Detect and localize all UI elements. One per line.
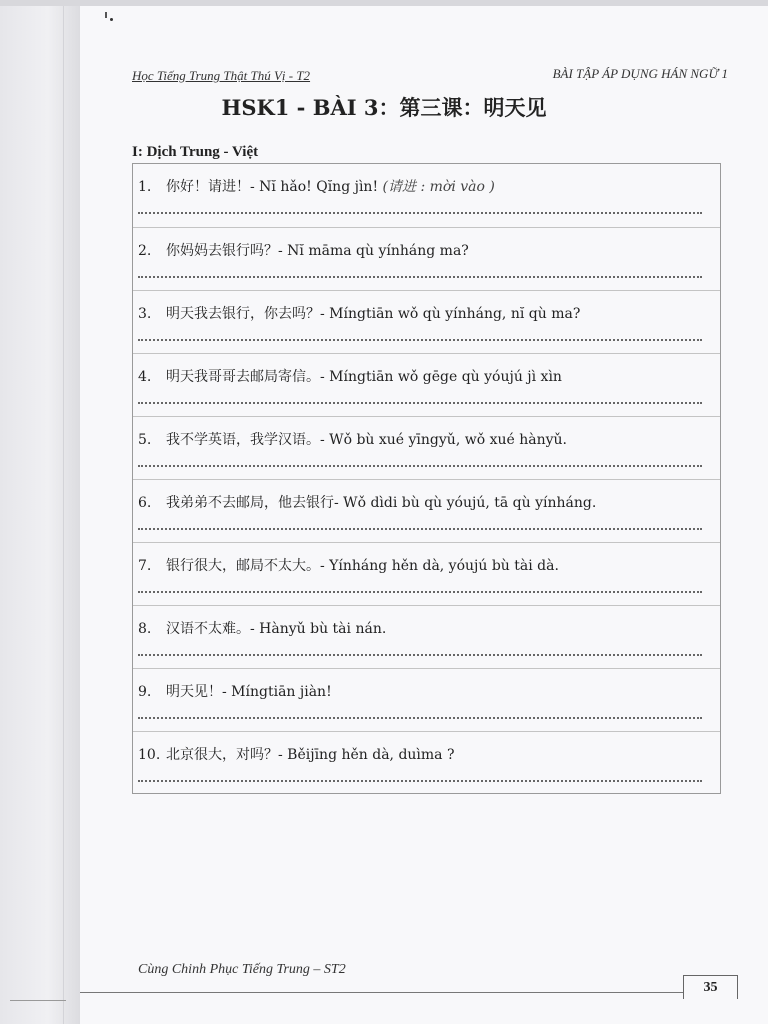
exercise-text: 我不学英语，我学汉语。- Wǒ bù xué yīngyǔ, wǒ xué hànyǔ. — [166, 432, 567, 448]
answer-line[interactable] — [138, 276, 702, 278]
exercise-sentence — [138, 429, 567, 449]
exercise-text: 明天见！- Míngtiān jiàn! — [166, 684, 332, 700]
exercise-box — [132, 163, 721, 794]
exercise-sentence — [138, 303, 580, 323]
exercise-number: 10. — [138, 747, 161, 763]
exercise-text: 我弟弟不去邮局，他去银行- Wǒ dìdi bù qù yóujú, tā qù yínháng. — [166, 495, 597, 511]
exercise-number: 8. — [138, 621, 152, 637]
exercise-sentence — [138, 176, 495, 196]
lesson-title: HSK1 - BÀI 3：第三课：明天见 — [221, 95, 547, 120]
page-edge — [63, 0, 64, 1024]
top-edge — [0, 0, 768, 6]
footer-rule — [80, 992, 700, 993]
exercise-hint: (请进 : mời vào ) — [382, 179, 495, 195]
answer-line[interactable] — [138, 717, 702, 719]
exercise-sentence — [138, 618, 386, 638]
exercise-row — [133, 542, 720, 605]
exercise-sentence — [138, 744, 455, 764]
exercise-number: 9. — [138, 684, 152, 700]
exercise-number: 4. — [138, 369, 152, 385]
exercise-text: 明天我哥哥去邮局寄信。- Míngtiān wǒ gēge qù yóujú jì xìn — [166, 369, 562, 385]
exercise-row — [133, 731, 720, 794]
answer-line[interactable] — [138, 780, 702, 782]
answer-line[interactable] — [138, 654, 702, 656]
exercise-text: 汉语不太难。- Hànyǔ bù tài nán. — [166, 621, 387, 637]
exercise-number: 1. — [138, 179, 152, 195]
exercise-number: 3. — [138, 306, 152, 322]
exercise-text: 你好！请进！- Nĭ hǎo! Qĭng jìn! — [166, 179, 379, 195]
header-book-title: Học Tiếng Trung Thật Thú Vị - T2 — [132, 68, 311, 83]
book-binding — [0, 0, 80, 1024]
exercise-row — [133, 479, 720, 542]
exercise-number: 6. — [138, 495, 152, 511]
exercise-row — [133, 605, 720, 668]
exercise-text: 银行很大，邮局不太大。- Yínháng hěn dà, yóujú bù tài dà. — [166, 558, 559, 574]
scan-speck — [110, 18, 113, 21]
exercise-row — [133, 227, 720, 290]
header-series-title: BÀI TẬP ÁP DỤNG HÁN NGỮ 1 — [552, 66, 728, 81]
page-number-box — [683, 975, 738, 999]
exercise-text: 你妈妈去银行吗？- Nĭ māma qù yínháng ma? — [166, 243, 469, 259]
exercise-row — [133, 290, 720, 353]
binding-mark — [10, 1000, 66, 1001]
page-number: 35 — [703, 980, 718, 995]
footer-text: Cùng Chinh Phục Tiếng Trung – ST2 — [138, 962, 346, 977]
answer-line[interactable] — [138, 528, 702, 530]
exercise-sentence — [138, 555, 559, 575]
section-heading: I: Dịch Trung - Việt — [132, 144, 259, 160]
exercise-sentence — [138, 366, 562, 386]
exercise-row — [133, 164, 720, 227]
answer-line[interactable] — [138, 339, 702, 341]
answer-line[interactable] — [138, 402, 702, 404]
exercise-sentence — [138, 681, 332, 701]
exercise-row — [133, 416, 720, 479]
exercise-number: 2. — [138, 243, 152, 259]
answer-line[interactable] — [138, 212, 702, 214]
scan-speck — [105, 12, 107, 18]
exercise-sentence — [138, 240, 469, 260]
exercise-row — [133, 668, 720, 731]
exercise-text: 明天我去银行，你去吗？- Míngtiān wǒ qù yínháng, nĭ qù ma? — [166, 306, 581, 322]
answer-line[interactable] — [138, 465, 702, 467]
exercise-text: 北京很大，对吗？- Běijīng hěn dà, duìma ? — [166, 747, 455, 763]
exercise-number: 7. — [138, 558, 152, 574]
answer-line[interactable] — [138, 591, 702, 593]
exercise-row — [133, 353, 720, 416]
exercise-sentence — [138, 492, 596, 512]
exercise-number: 5. — [138, 432, 152, 448]
